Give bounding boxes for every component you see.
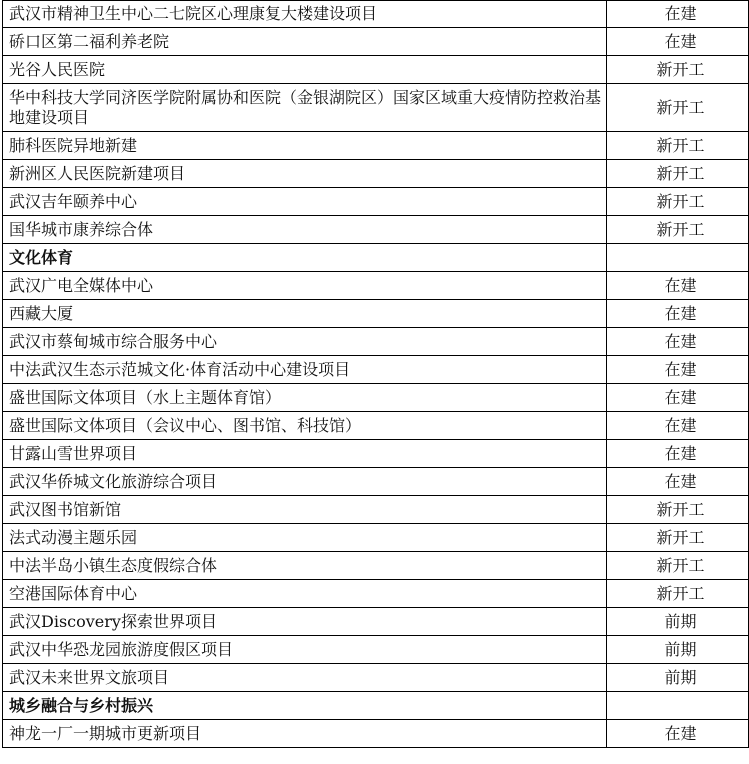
- project-name: 西藏大厦: [3, 300, 607, 328]
- project-status: 前期: [607, 608, 749, 636]
- table-row: [3, 132, 749, 160]
- project-status: 前期: [607, 636, 749, 664]
- project-status: 在建: [607, 1, 749, 28]
- project-name: 武汉市精神卫生中心二七院区心理康复大楼建设项目: [3, 1, 607, 28]
- project-name: 武汉未来世界文旅项目: [3, 664, 607, 692]
- project-table: [2, 0, 749, 748]
- section-status-cell: [607, 244, 749, 272]
- project-name: 武汉吉年颐养中心: [3, 188, 607, 216]
- project-name: 空港国际体育中心: [3, 580, 607, 608]
- project-status: 在建: [607, 300, 749, 328]
- project-status: 新开工: [607, 160, 749, 188]
- section-heading: 文化体育: [3, 244, 607, 272]
- project-status: 前期: [607, 664, 749, 692]
- project-name: 神龙一厂一期城市更新项目: [3, 720, 607, 748]
- project-name: 法式动漫主题乐园: [3, 524, 607, 552]
- table-row: [3, 496, 749, 524]
- table-row: [3, 608, 749, 636]
- table-row: [3, 412, 749, 440]
- table-row: [3, 356, 749, 384]
- table-row: [3, 440, 749, 468]
- project-status: 新开工: [607, 216, 749, 244]
- project-name: 盛世国际文体项目（会议中心、图书馆、科技馆）: [3, 412, 607, 440]
- project-status: 在建: [607, 412, 749, 440]
- project-status: 在建: [607, 720, 749, 748]
- section-row: [3, 244, 749, 272]
- project-name: 中法半岛小镇生态度假综合体: [3, 552, 607, 580]
- project-name: 华中科技大学同济医学院附属协和医院（金银湖院区）国家区域重大疫情防控救治基地建设项目: [3, 84, 607, 132]
- project-status: 新开工: [607, 552, 749, 580]
- section-status-cell: [607, 692, 749, 720]
- project-status: 在建: [607, 28, 749, 56]
- project-name: 武汉华侨城文化旅游综合项目: [3, 468, 607, 496]
- project-status: 在建: [607, 328, 749, 356]
- table-row: [3, 272, 749, 300]
- project-name: 新洲区人民医院新建项目: [3, 160, 607, 188]
- project-status: 新开工: [607, 580, 749, 608]
- project-name: 武汉Discovery探索世界项目: [3, 608, 607, 636]
- section-heading: 城乡融合与乡村振兴: [3, 692, 607, 720]
- project-name: 武汉市蔡甸城市综合服务中心: [3, 328, 607, 356]
- table-row: [3, 28, 749, 56]
- project-status: 新开工: [607, 56, 749, 84]
- project-name: 硚口区第二福利养老院: [3, 28, 607, 56]
- project-status: 在建: [607, 356, 749, 384]
- table-row: [3, 160, 749, 188]
- table-row: [3, 524, 749, 552]
- project-name: 盛世国际文体项目（水上主题体育馆）: [3, 384, 607, 412]
- section-row: [3, 692, 749, 720]
- project-status: 新开工: [607, 84, 749, 132]
- project-name: 武汉图书馆新馆: [3, 496, 607, 524]
- table-row: [3, 664, 749, 692]
- table-row: [3, 468, 749, 496]
- table-row: [3, 300, 749, 328]
- table-row: [3, 720, 749, 748]
- project-status: 在建: [607, 384, 749, 412]
- table-row: [3, 1, 749, 28]
- project-status: 新开工: [607, 496, 749, 524]
- project-name: 国华城市康养综合体: [3, 216, 607, 244]
- table-row: [3, 636, 749, 664]
- project-status: 在建: [607, 272, 749, 300]
- table-row: [3, 84, 749, 132]
- project-name: 武汉广电全媒体中心: [3, 272, 607, 300]
- table-row: [3, 188, 749, 216]
- project-name: 肺科医院异地新建: [3, 132, 607, 160]
- project-status: 在建: [607, 440, 749, 468]
- project-name: 中法武汉生态示范城文化·体育活动中心建设项目: [3, 356, 607, 384]
- project-name: 甘露山雪世界项目: [3, 440, 607, 468]
- project-name: 武汉中华恐龙园旅游度假区项目: [3, 636, 607, 664]
- project-status: 新开工: [607, 524, 749, 552]
- table-row: [3, 56, 749, 84]
- table-row: [3, 384, 749, 412]
- project-status: 新开工: [607, 132, 749, 160]
- table-row: [3, 216, 749, 244]
- project-name: 光谷人民医院: [3, 56, 607, 84]
- table-row: [3, 328, 749, 356]
- table-row: [3, 580, 749, 608]
- table-row: [3, 552, 749, 580]
- project-status: 在建: [607, 468, 749, 496]
- project-status: 新开工: [607, 188, 749, 216]
